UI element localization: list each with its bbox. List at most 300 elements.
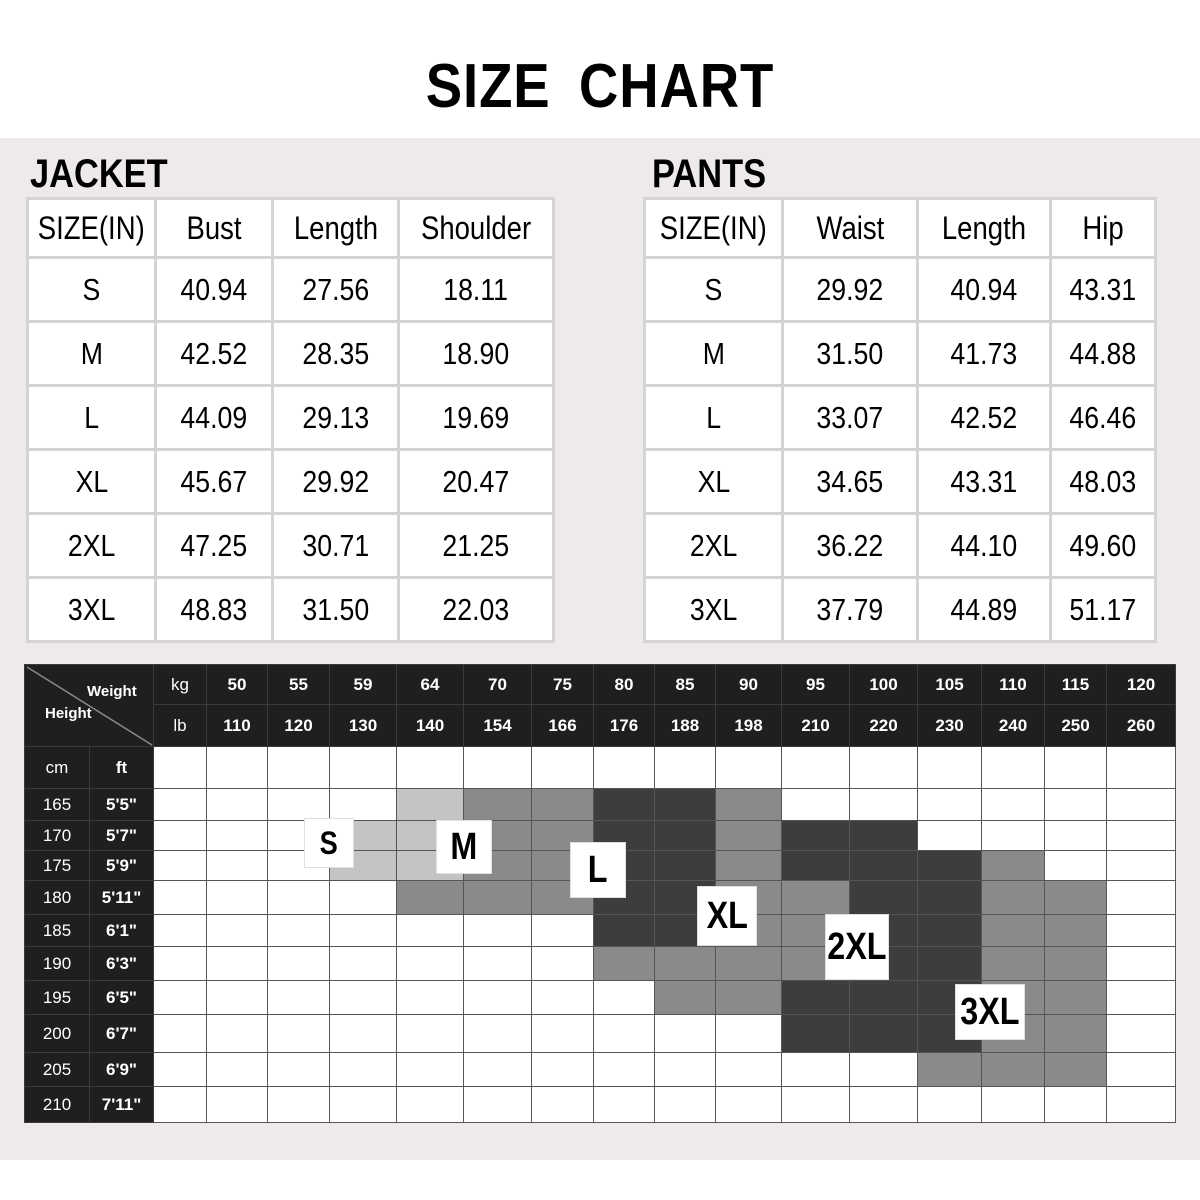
cell-value: 22.03 [442, 591, 510, 627]
cell-value: 40.94 [950, 271, 1018, 307]
size-grid-cell [850, 821, 918, 851]
size-grid-cell [397, 1015, 464, 1053]
cell-value: 27.56 [302, 271, 369, 307]
size-grid-cell [330, 1015, 397, 1053]
size-grid-cell [782, 851, 850, 881]
size-grid-cell [464, 947, 532, 981]
size-grid-cell [1045, 915, 1107, 947]
size-grid-cell [268, 981, 330, 1015]
size-cell [28, 578, 156, 642]
cell-value: 29.92 [302, 463, 369, 499]
height-cm: 175 [25, 851, 90, 881]
kg-value: 90 [716, 665, 782, 705]
size-grid-cell [154, 851, 207, 881]
cell-value: 42.52 [950, 399, 1018, 435]
lb-value: 166 [532, 705, 594, 747]
size-grid-cell [397, 747, 464, 789]
height-ft: 6'1" [90, 915, 154, 947]
measurement-cell [1051, 258, 1156, 322]
size-grid-cell [782, 821, 850, 851]
size-grid-cell [1045, 821, 1107, 851]
size-grid-cell [655, 1053, 716, 1087]
measurement-cell [918, 578, 1051, 642]
column-header [645, 199, 783, 258]
height-row [25, 789, 1176, 821]
size-grid-cell [716, 1015, 782, 1053]
cell-value: 3XL [67, 591, 116, 627]
size-grid-cell [154, 881, 207, 915]
size-grid-cell [716, 821, 782, 851]
cell-value: 48.83 [180, 591, 248, 627]
cell-value: 18.90 [442, 335, 510, 371]
size-grid-cell [207, 821, 268, 851]
size-grid-cell [154, 789, 207, 821]
size-grid-cell [850, 851, 918, 881]
size-grid-cell [207, 747, 268, 789]
size-grid-cell [330, 947, 397, 981]
lb-value: 110 [207, 705, 268, 747]
size-region-label [697, 886, 757, 946]
page-title: SIZE CHART [425, 52, 775, 121]
size-grid-cell [982, 851, 1045, 881]
size-grid-cell [207, 789, 268, 821]
size-grid-cell [464, 915, 532, 947]
kg-value: 115 [1045, 665, 1107, 705]
size-grid-cell [716, 747, 782, 789]
size-grid-cell [782, 1015, 850, 1053]
size-grid-cell [532, 915, 594, 947]
size-grid-cell [982, 1087, 1045, 1123]
size-cell [645, 386, 783, 450]
height-ft: 5'7" [90, 821, 154, 851]
column-header-label: Shoulder [420, 209, 532, 246]
size-grid-cell [918, 851, 982, 881]
size-grid-cell [464, 1015, 532, 1053]
measurement-cell [273, 386, 399, 450]
cell-value: M [80, 335, 103, 371]
height-ft: 6'5" [90, 981, 154, 1015]
measurement-cell [918, 514, 1051, 578]
measurement-cell [399, 322, 554, 386]
size-grid-cell [918, 881, 982, 915]
cell-value: 36.22 [816, 527, 884, 563]
cell-value: 48.03 [1069, 463, 1137, 499]
size-grid-cell [397, 915, 464, 947]
size-grid-cell [330, 1053, 397, 1087]
kg-value: 105 [918, 665, 982, 705]
size-grid-cell [532, 981, 594, 1015]
size-grid-cell [464, 747, 532, 789]
table-row [645, 514, 1156, 578]
height-row [25, 1053, 1176, 1087]
size-grid-cell [397, 1087, 464, 1123]
measurement-cell [273, 514, 399, 578]
measurement-cell [918, 322, 1051, 386]
column-header [1051, 199, 1156, 258]
size-grid-cell [850, 747, 918, 789]
size-grid-cell [782, 1053, 850, 1087]
size-grid-cell [154, 1087, 207, 1123]
size-grid-cell [655, 1015, 716, 1053]
header-row [28, 199, 554, 258]
measurement-cell [273, 578, 399, 642]
measurement-cell [399, 450, 554, 514]
size-cell [645, 450, 783, 514]
table-row [28, 450, 554, 514]
size-cell [28, 386, 156, 450]
size-grid-cell [1107, 851, 1176, 881]
cell-value: 20.47 [442, 463, 510, 499]
size-grid-cell [594, 981, 655, 1015]
size-grid-cell [1045, 881, 1107, 915]
lb-row [25, 705, 1176, 747]
size-grid-cell [268, 789, 330, 821]
size-grid-cell [532, 1015, 594, 1053]
height-ft: 6'3" [90, 947, 154, 981]
size-grid-cell [1045, 789, 1107, 821]
measurement-cell [399, 386, 554, 450]
size-grid-cell [1045, 1053, 1107, 1087]
size-grid-cell [716, 1053, 782, 1087]
size-grid-cell [1045, 747, 1107, 789]
size-grid-cell [918, 821, 982, 851]
height-ft: 5'9" [90, 851, 154, 881]
size-region-label [955, 984, 1025, 1040]
size-grid-cell [655, 947, 716, 981]
cell-value: 30.71 [302, 527, 369, 563]
measurement-cell [156, 578, 273, 642]
column-header [399, 199, 554, 258]
cell-value: 29.92 [816, 271, 884, 307]
cell-value: S [704, 271, 723, 307]
size-grid-cell [330, 747, 397, 789]
cell-value: 40.94 [180, 271, 248, 307]
cell-value: 51.17 [1069, 591, 1137, 627]
size-grid-cell [154, 915, 207, 947]
column-header-label: Bust [186, 209, 242, 246]
size-grid-cell [982, 747, 1045, 789]
size-grid-cell [982, 821, 1045, 851]
size-grid-cell [268, 881, 330, 915]
height-label: Height [45, 705, 92, 722]
size-grid-cell [782, 881, 850, 915]
size-cell [645, 514, 783, 578]
size-grid-cell [982, 881, 1045, 915]
size-grid-cell [594, 1053, 655, 1087]
size-grid-cell [850, 1053, 918, 1087]
cell-value: 29.13 [302, 399, 369, 435]
size-grid-cell [1045, 851, 1107, 881]
lb-value: 120 [268, 705, 330, 747]
size-grid-cell [850, 789, 918, 821]
size-grid-cell [207, 1053, 268, 1087]
kg-unit-label: kg [154, 665, 207, 705]
table-row [28, 322, 554, 386]
size-grid-cell [782, 789, 850, 821]
size-cell [28, 258, 156, 322]
size-grid-cell [268, 1015, 330, 1053]
size-grid-cell [464, 1087, 532, 1123]
kg-value: 55 [268, 665, 330, 705]
table-row [645, 578, 1156, 642]
column-header-label: Length [293, 209, 378, 246]
kg-value: 50 [207, 665, 268, 705]
size-grid-cell [850, 881, 918, 915]
measurement-cell [918, 450, 1051, 514]
size-region-label [304, 818, 354, 868]
height-row [25, 747, 1176, 789]
kg-value: 75 [532, 665, 594, 705]
size-grid-cell [397, 881, 464, 915]
size-grid-cell [918, 747, 982, 789]
size-grid-cell [782, 1087, 850, 1123]
cell-value: L [706, 399, 721, 435]
lb-value: 176 [594, 705, 655, 747]
cell-value: XL [75, 463, 108, 499]
size-grid-cell [268, 947, 330, 981]
cell-value: 31.50 [816, 335, 884, 371]
cell-value: 44.88 [1069, 335, 1137, 371]
size-region-label [825, 914, 889, 980]
cell-value: 3XL [689, 591, 738, 627]
lb-value: 154 [464, 705, 532, 747]
size-grid-cell [330, 981, 397, 1015]
size-grid-cell [268, 915, 330, 947]
size-cell [645, 258, 783, 322]
kg-value: 64 [397, 665, 464, 705]
column-header-label: Hip [1082, 209, 1124, 246]
size-grid-cell [532, 747, 594, 789]
height-ft: 5'5" [90, 789, 154, 821]
size-region-label [436, 820, 492, 874]
size-grid-cell [1107, 915, 1176, 947]
size-grid-cell [268, 1053, 330, 1087]
height-ft: 6'9" [90, 1053, 154, 1087]
column-header [783, 199, 918, 258]
cell-value: 2XL [67, 527, 116, 563]
column-header [273, 199, 399, 258]
cell-value: 43.31 [950, 463, 1018, 499]
size-grid-cell [330, 881, 397, 915]
size-grid-cell [850, 1015, 918, 1053]
size-grid-cell [1107, 789, 1176, 821]
size-grid-cell [1107, 1015, 1176, 1053]
cm-unit-label: cm [25, 747, 90, 789]
kg-value: 80 [594, 665, 655, 705]
measurement-cell [783, 386, 918, 450]
size-grid-cell [1107, 881, 1176, 915]
size-grid-cell [918, 1053, 982, 1087]
measurement-cell [918, 258, 1051, 322]
size-grid-cell [918, 1087, 982, 1123]
size-cell [28, 322, 156, 386]
size-grid-cell [397, 981, 464, 1015]
cell-value: 45.67 [180, 463, 248, 499]
size-grid-cell [982, 789, 1045, 821]
kg-value: 95 [782, 665, 850, 705]
measurement-cell [783, 578, 918, 642]
size-grid-cell [464, 981, 532, 1015]
cell-value: 18.11 [443, 271, 509, 307]
size-region-label [570, 842, 626, 898]
cell-value: 33.07 [816, 399, 884, 435]
size-grid-cell [982, 1053, 1045, 1087]
size-grid-cell [982, 915, 1045, 947]
size-region-text: XL [706, 894, 748, 937]
size-grid-cell [397, 1053, 464, 1087]
measurement-cell [783, 450, 918, 514]
size-grid-cell [594, 789, 655, 821]
size-grid-cell [154, 981, 207, 1015]
height-ft: 7'11" [90, 1087, 154, 1123]
size-grid-cell [850, 1087, 918, 1123]
lb-value: 188 [655, 705, 716, 747]
cell-value: 44.09 [180, 399, 248, 435]
table-row [28, 514, 554, 578]
size-grid-cell [330, 1087, 397, 1123]
size-grid-cell [782, 747, 850, 789]
column-header-label: Length [941, 209, 1027, 246]
size-grid-cell [532, 947, 594, 981]
cell-value: XL [697, 463, 730, 499]
cell-value: 19.69 [442, 399, 510, 435]
lb-value: 240 [982, 705, 1045, 747]
measurement-cell [1051, 578, 1156, 642]
cell-value: 21.25 [442, 527, 510, 563]
size-grid-cell [464, 789, 532, 821]
size-cell [28, 514, 156, 578]
size-grid-cell [464, 1053, 532, 1087]
size-grid-cell [594, 1087, 655, 1123]
cell-value: 37.79 [816, 591, 884, 627]
cell-value: 46.46 [1069, 399, 1137, 435]
measurement-cell [1051, 450, 1156, 514]
size-grid-cell [154, 1015, 207, 1053]
size-grid-cell [716, 789, 782, 821]
size-region-text: 3XL [960, 990, 1020, 1033]
size-grid-cell [532, 1087, 594, 1123]
cell-value: S [82, 271, 101, 307]
column-header [918, 199, 1051, 258]
height-cm: 185 [25, 915, 90, 947]
pants-heading: PANTS [652, 152, 767, 196]
size-grid-cell [1045, 981, 1107, 1015]
lb-unit-label: lb [154, 705, 207, 747]
cell-value: 42.52 [180, 335, 248, 371]
measurement-cell [783, 514, 918, 578]
size-grid-cell [1045, 947, 1107, 981]
lb-value: 210 [782, 705, 850, 747]
size-region-text: 2XL [827, 925, 887, 968]
size-grid-cell [154, 747, 207, 789]
measurement-cell [156, 258, 273, 322]
size-grid-cell [594, 947, 655, 981]
measurement-cell [273, 258, 399, 322]
table-row [645, 450, 1156, 514]
size-grid-cell [1107, 1053, 1176, 1087]
size-grid-cell [782, 981, 850, 1015]
size-region-text: L [588, 848, 608, 891]
size-grid-cell [1045, 1015, 1107, 1053]
table-row [645, 386, 1156, 450]
cell-value: 44.89 [950, 591, 1018, 627]
cell-value: 41.73 [950, 335, 1018, 371]
size-grid-cell [207, 1015, 268, 1053]
size-grid-cell [655, 747, 716, 789]
cell-value: 31.50 [302, 591, 369, 627]
measurement-cell [1051, 514, 1156, 578]
size-region-text: M [450, 825, 478, 868]
lb-value: 130 [330, 705, 397, 747]
kg-value: 110 [982, 665, 1045, 705]
measurement-cell [399, 514, 554, 578]
measurement-cell [273, 322, 399, 386]
jacket-size-table [26, 197, 555, 643]
measurement-cell [1051, 386, 1156, 450]
column-header [28, 199, 156, 258]
height-cm: 200 [25, 1015, 90, 1053]
column-header-label: SIZE(IN) [659, 209, 768, 246]
kg-value: 59 [330, 665, 397, 705]
weight-height-corner [25, 665, 154, 747]
cell-value: M [702, 335, 725, 371]
size-grid-cell [655, 821, 716, 851]
size-grid-cell [532, 789, 594, 821]
size-grid-cell [1107, 1087, 1176, 1123]
size-grid-cell [918, 947, 982, 981]
size-grid-cell [716, 851, 782, 881]
height-cm: 170 [25, 821, 90, 851]
table-row [28, 578, 554, 642]
size-cell [645, 578, 783, 642]
height-cm: 180 [25, 881, 90, 915]
cell-value: 34.65 [816, 463, 884, 499]
size-region-text: S [319, 824, 339, 861]
jacket-heading: JACKET [30, 152, 168, 196]
size-grid-cell [207, 851, 268, 881]
size-grid-cell [716, 947, 782, 981]
lb-value: 198 [716, 705, 782, 747]
size-grid-cell [594, 1015, 655, 1053]
ft-unit-label: ft [90, 747, 154, 789]
height-ft: 6'7" [90, 1015, 154, 1053]
measurement-cell [399, 258, 554, 322]
size-grid-cell [397, 947, 464, 981]
table-row [645, 322, 1156, 386]
size-grid-cell [716, 981, 782, 1015]
cell-value: 2XL [689, 527, 738, 563]
cell-value: 44.10 [950, 527, 1018, 563]
size-grid-cell [1107, 747, 1176, 789]
measurement-cell [156, 514, 273, 578]
measurement-cell [156, 450, 273, 514]
size-cell [28, 450, 156, 514]
size-grid-cell [207, 947, 268, 981]
size-grid-cell [655, 789, 716, 821]
column-header-label: SIZE(IN) [37, 209, 146, 246]
kg-value: 100 [850, 665, 918, 705]
cell-value: 47.25 [180, 527, 248, 563]
column-header-label: Waist [816, 209, 884, 246]
height-cm: 165 [25, 789, 90, 821]
kg-row [25, 665, 1176, 705]
measurement-cell [399, 578, 554, 642]
cell-value: 28.35 [302, 335, 369, 371]
height-cm: 195 [25, 981, 90, 1015]
size-grid-cell [532, 1053, 594, 1087]
size-grid-cell [655, 981, 716, 1015]
size-grid-cell [716, 1087, 782, 1123]
